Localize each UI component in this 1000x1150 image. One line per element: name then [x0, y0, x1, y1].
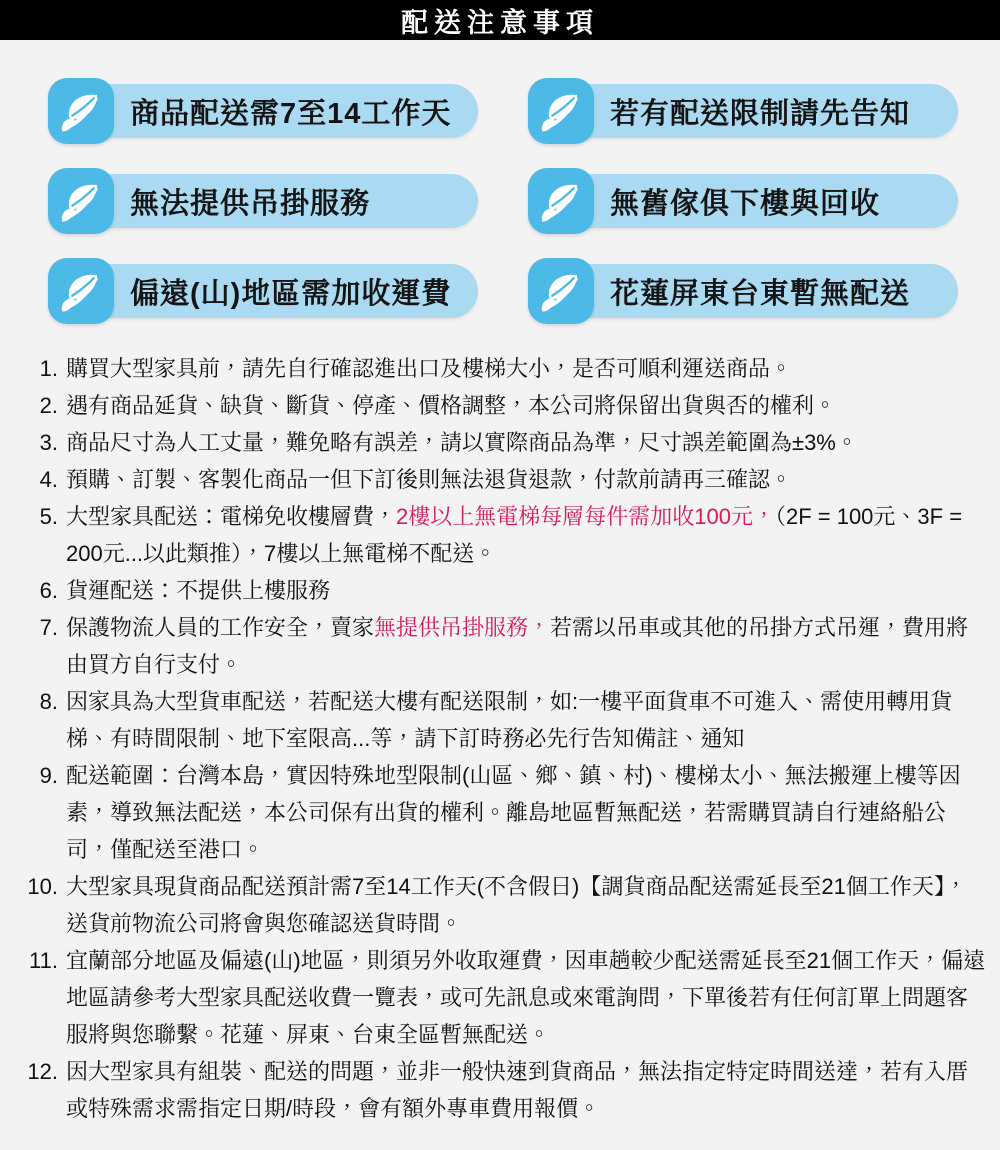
badge-label: 若有配送限制請先告知 — [610, 97, 911, 130]
leaf-icon — [48, 258, 114, 324]
note-number: 11. — [29, 948, 58, 973]
badge-3 — [528, 168, 958, 234]
badge-label: 無法提供吊掛服務 — [130, 187, 371, 220]
note-item — [20, 461, 986, 498]
highlighted-text: 無提供吊掛服務， — [374, 615, 551, 640]
text-segment: 遇有商品延貨、缺貨、斷貨、停產、價格調整，本公司將保留出貨與否的權利。 — [66, 393, 837, 418]
note-number: 9. — [39, 763, 58, 788]
text-segment: 若需以吊車或其他的吊掛方式吊運，費用將由買方自行支付。 — [66, 615, 969, 677]
note-text — [66, 424, 986, 461]
note-item — [20, 757, 986, 868]
note-item — [20, 942, 986, 1053]
leaf-icon — [528, 258, 594, 324]
note-number: 5. — [39, 504, 58, 529]
note-item — [20, 609, 986, 683]
note-text — [66, 350, 986, 387]
text-segment: 因大型家具有組裝、配送的問題，並非一般快速到貨商品，無法指定特定時間送達，若有入厝或特殊需求需指定日期/時段，會有額外專車費用報價。 — [66, 1059, 969, 1121]
text-segment: 購買大型家具前，請先自行確認進出口及樓梯大小，是否可順利運送商品。 — [66, 356, 793, 381]
badge-label: 花蓮屏東台東暫無配送 — [610, 277, 911, 310]
note-item — [20, 424, 986, 461]
badge-label: 無舊傢俱下樓與回收 — [610, 187, 881, 220]
leaf-icon — [48, 78, 114, 144]
note-item — [20, 350, 986, 387]
badge-0 — [48, 78, 478, 144]
header-bar — [0, 0, 1000, 40]
note-text — [66, 498, 986, 572]
note-text — [66, 461, 986, 498]
text-segment: 配送範圍：台灣本島，實因特殊地型限制(山區、鄉、鎮、村)、樓梯太小、無法搬運上樓等因素，導致無法配送，本公司保有出貨的權利。離島地區暫無配送，若需購買請自行連絡船公司，僅配送至港口。 — [66, 763, 961, 862]
text-segment: 商品尺寸為人工丈量，難免略有誤差，請以實際商品為準，尺寸誤差範圍為±3%。 — [66, 430, 858, 455]
note-text — [66, 572, 986, 609]
note-number: 4. — [39, 467, 58, 492]
note-number: 10. — [27, 874, 58, 899]
note-item — [20, 498, 986, 572]
note-item — [20, 868, 986, 942]
leaf-icon — [528, 168, 594, 234]
note-number: 2. — [39, 393, 58, 418]
note-number: 7. — [39, 615, 58, 640]
note-number: 8. — [39, 689, 58, 714]
highlighted-text: 2樓以上無電梯每層每件需加收100元， — [396, 504, 775, 529]
note-item — [20, 572, 986, 609]
badges-grid — [0, 40, 1000, 324]
note-number: 6. — [39, 578, 58, 603]
note-text — [66, 868, 986, 942]
leaf-icon — [48, 168, 114, 234]
note-text — [66, 683, 986, 757]
note-number: 1. — [39, 356, 58, 381]
badge-5 — [528, 258, 958, 324]
badge-label: 商品配送需7至14工作天 — [130, 97, 452, 130]
badge-1 — [528, 78, 958, 144]
page-title: 配送注意事項 — [401, 7, 599, 38]
note-number: 12. — [27, 1059, 58, 1084]
note-item — [20, 683, 986, 757]
note-text — [66, 387, 986, 424]
text-segment: 保護物流人員的工作安全，賣家 — [66, 615, 375, 640]
note-item — [20, 1053, 986, 1127]
note-number: 3. — [39, 430, 58, 455]
text-segment: 貨運配送：不提供上樓服務 — [66, 578, 331, 603]
text-segment: （2F = 100元、3F = 200元...以此類推），7樓以上無電梯不配送。 — [66, 504, 963, 566]
note-text — [66, 942, 986, 1053]
notes-list — [0, 350, 1000, 1127]
note-text — [66, 609, 986, 683]
badge-label: 偏遠(山)地區需加收運費 — [130, 277, 452, 310]
badge-4 — [48, 258, 478, 324]
note-text — [66, 1053, 986, 1127]
note-item — [20, 387, 986, 424]
text-segment: 大型家具配送：電梯免收樓層費， — [66, 504, 397, 529]
text-segment: 預購、訂製、客製化商品一但下訂後則無法退貨退款，付款前請再三確認。 — [66, 467, 793, 492]
text-segment: 因家具為大型貨車配送，若配送大樓有配送限制，如:一樓平面貨車不可進入、需使用轉用貨梯、有時間限制、地下室限高...等，請下訂時務必先行告知備註、通知 — [66, 689, 953, 751]
text-segment: 大型家具現貨商品配送預計需7至14工作天(不含假日)【調貨商品配送需延長至21個工作天】，送貨前物流公司將會與您確認送貨時間。 — [66, 874, 967, 936]
note-text — [66, 757, 986, 868]
badge-2 — [48, 168, 478, 234]
leaf-icon — [528, 78, 594, 144]
text-segment: 宜蘭部分地區及偏遠(山)地區，則須另外收取運費，因車趟較少配送需延長至21個工作天，偏遠地區請參考大型家具配送收費一覽表，或可先訊息或來電詢問，下單後若有任何訂單上問題客服將與您聯繫。花蓮、屏東、台東全區暫無配送。 — [66, 948, 986, 1047]
